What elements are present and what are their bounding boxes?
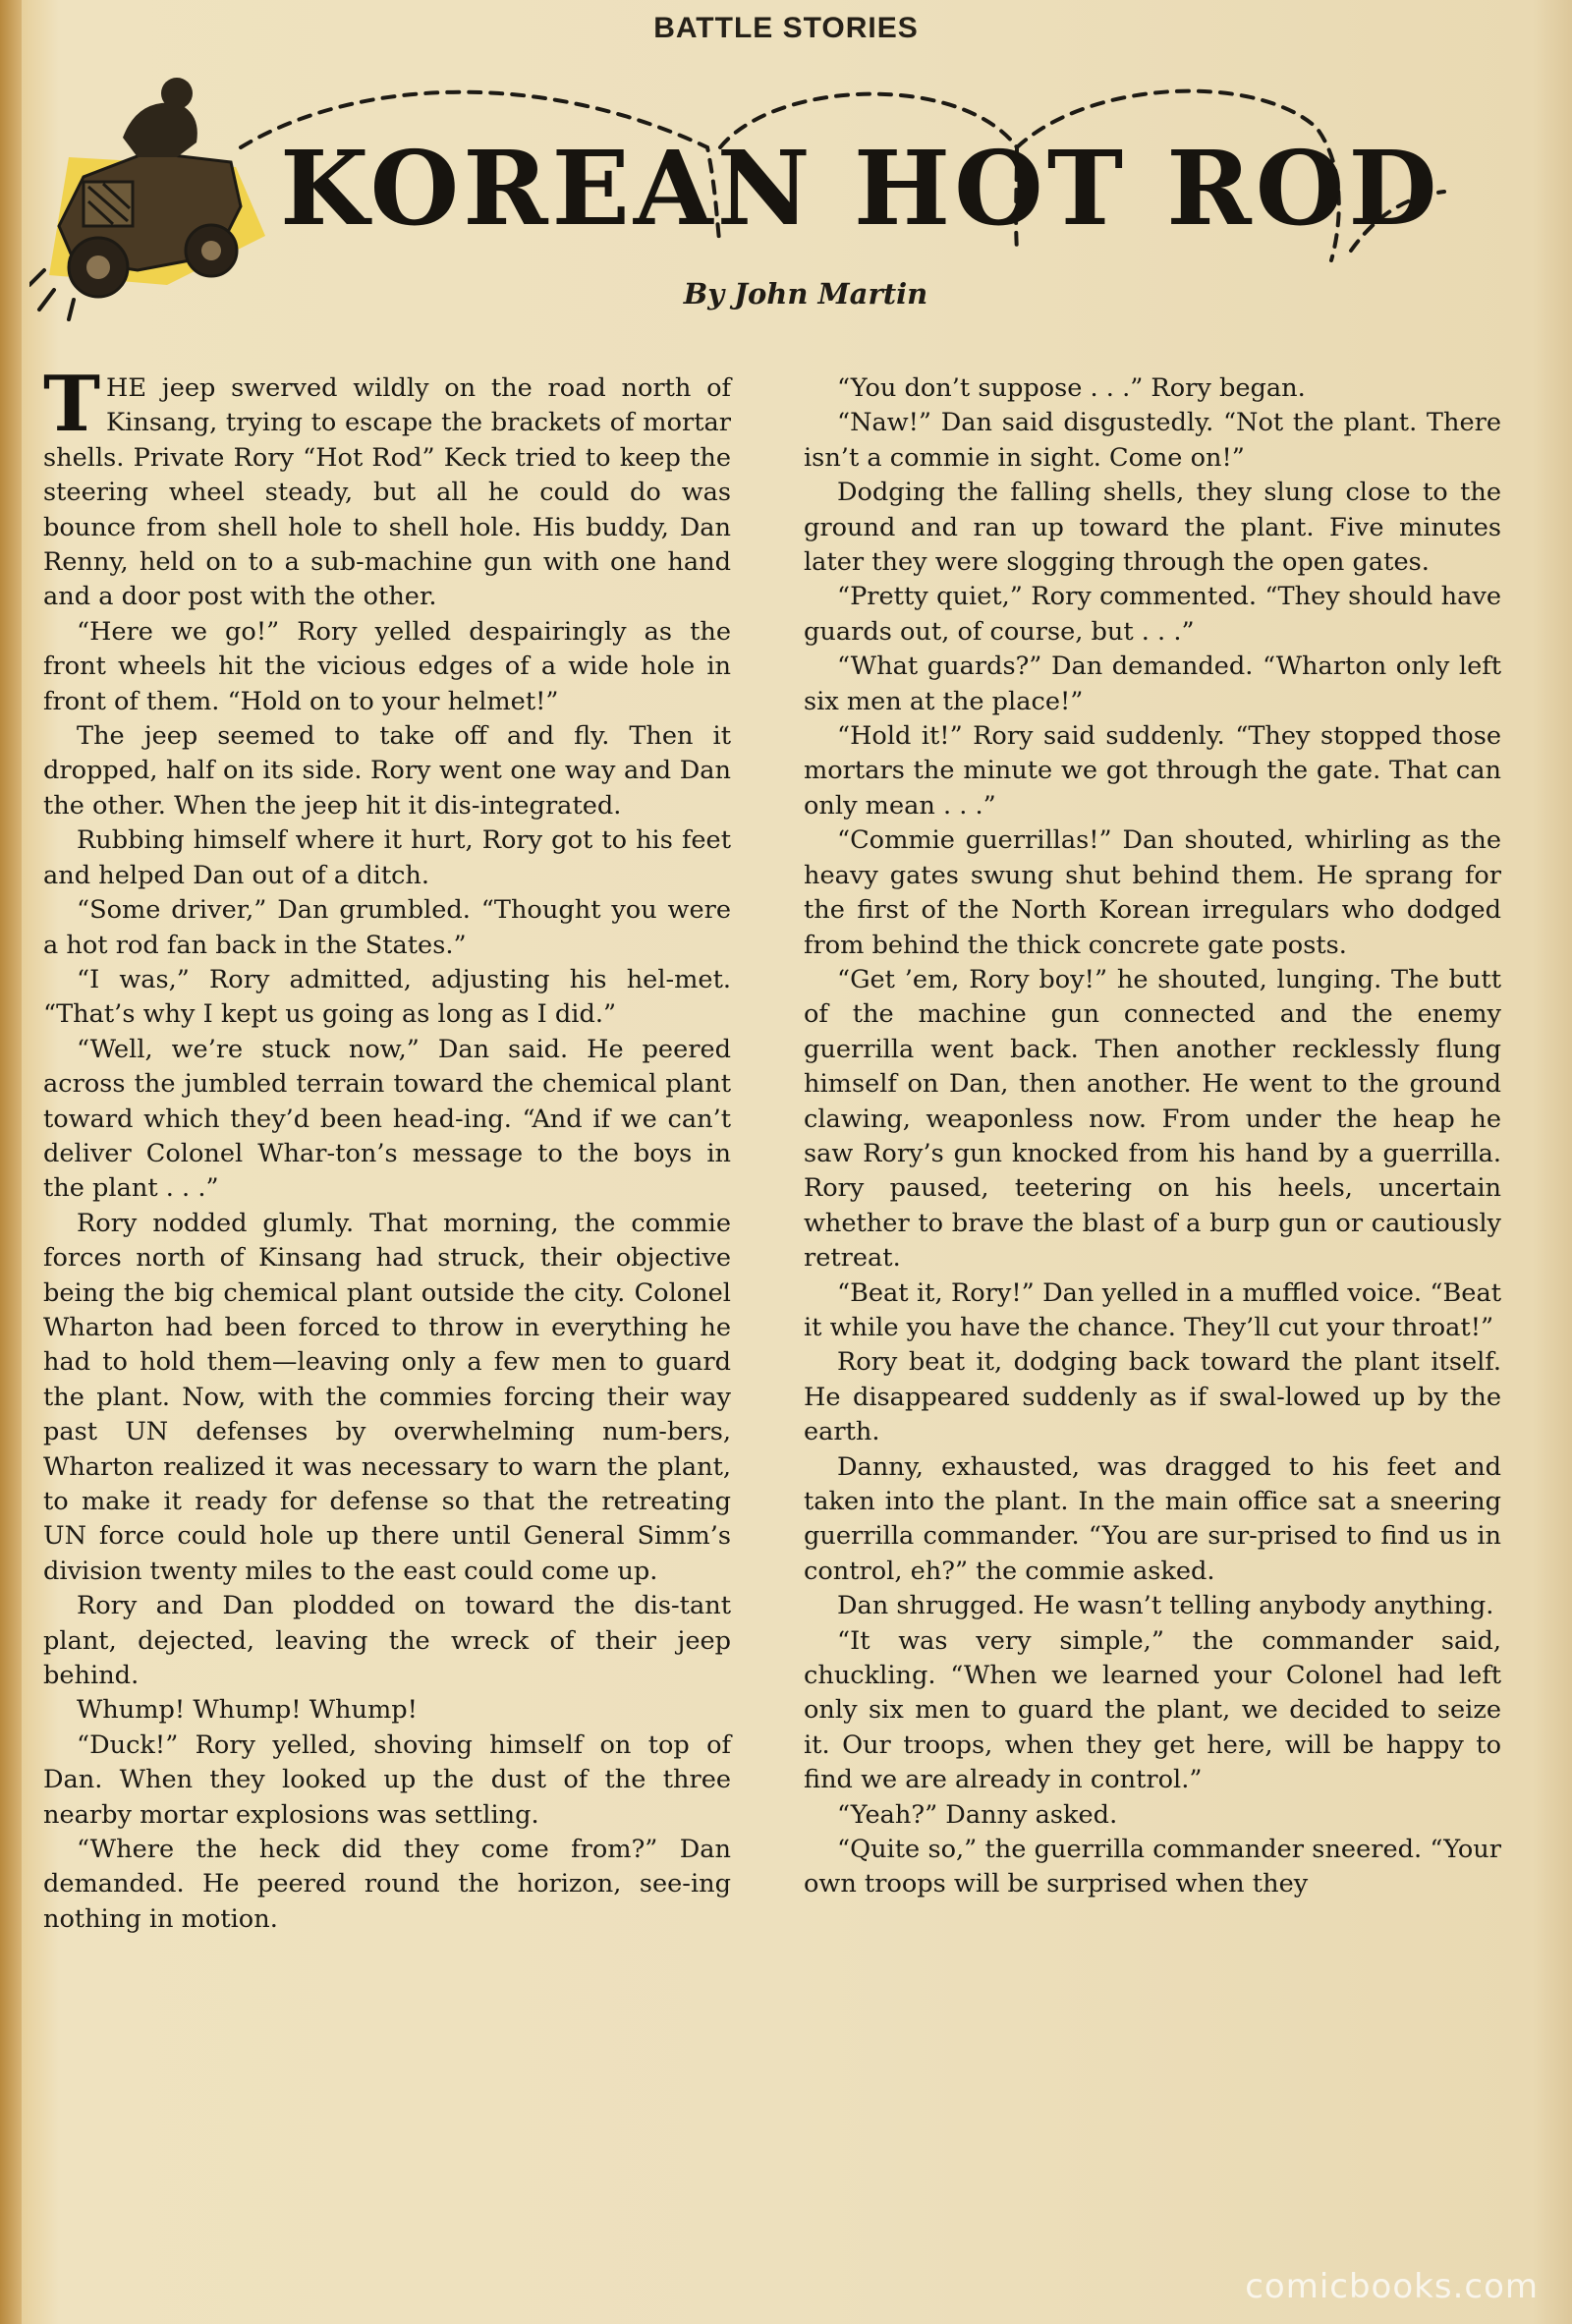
paragraph: “Get ’em, Rory boy!” he shouted, lunging. The butt of the machine gun connected and the enemy guerrilla went back. Then another recklessly flung himself on Dan, then another. He went to the ground clawing, weaponless now. From under the heap he saw Rory’s gun knocked from his hand by a guerrilla. Rory paused, teetering on his heels, uncertain whether to brave the blast of a burp gun or cautiously retreat.: [804, 964, 1501, 1274]
watermark: comicbooks.com: [1245, 2267, 1539, 2306]
paragraph: The jeep seemed to take off and fly. Then it dropped, half on its side. Rory went one way and Dan the other. When the jeep hit it dis-integrated.: [43, 721, 731, 821]
left-column: [43, 360, 731, 1937]
page-spine: [0, 0, 22, 2324]
magazine-header: BATTLE STORIES: [653, 12, 919, 44]
paragraph: “Duck!” Rory yelled, shoving himself on top of Dan. When they looked up the dust of the three nearby mortar explosions was settling.: [43, 1729, 731, 1830]
paragraph: “What guards?” Dan demanded. “Wharton only left six men at the place!”: [804, 652, 1501, 716]
paragraph: “Commie guerrillas!” Dan shouted, whirling as the heavy gates swung shut behind them. He sprang for the first of the North Korean irregulars who dodged from behind the thick concrete gate posts.: [804, 825, 1501, 960]
paragraph: Dan shrugged. He wasn’t telling anybody anything.: [837, 1591, 1494, 1621]
paragraph: “Yeah?” Danny asked.: [837, 1799, 1118, 1830]
paragraph: “You don’t suppose . . .” Rory began.: [837, 373, 1306, 403]
paragraph: “Here we go!” Rory yelled despairingly as the front wheels hit the vicious edges of a wide hole in front of them. “Hold on to your helmet!”: [43, 616, 731, 716]
paragraph: “Beat it, Rory!” Dan yelled in a muffled voice. “Beat it while you have the chance. They’ll cut your throat!”: [804, 1277, 1501, 1342]
story-byline: By John Martin: [683, 277, 928, 311]
paragraph: Rory and Dan plodded on toward the dis-tant plant, dejected, leaving the wreck of their jeep behind.: [43, 1591, 731, 1691]
story-title: KOREAN HOT ROD: [280, 128, 1441, 249]
paragraph: Whump! Whump! Whump!: [77, 1695, 418, 1726]
paragraph: Rubbing himself where it hurt, Rory got to his feet and helped Dan out of a ditch.: [43, 825, 731, 890]
paragraph: Dodging the falling shells, they slung close to the ground and ran up toward the plant. Five minutes later they were slogging through the open gates.: [804, 478, 1501, 578]
paragraph: “I was,” Rory admitted, adjusting his hel-met. “That’s why I kept us going as long as I did.”: [43, 964, 731, 1030]
paragraph: “Quite so,” the guerrilla commander sneered. “Your own troops will be surprised when they: [804, 1835, 1501, 1899]
paragraph: “Some driver,” Dan grumbled. “Thought you were a hot rod fan back in the States.”: [43, 895, 731, 960]
paragraph: Danny, exhausted, was dragged to his feet and taken into the plant. In the main office sat a sneering guerrilla commander. “You are sur-prised to find us in control, eh?” the commie asked.: [804, 1451, 1501, 1586]
paragraph: “Naw!” Dan said disgustedly. “Not the plant. There isn’t a commie in sight. Come on!”: [804, 408, 1501, 473]
paragraph: “Well, we’re stuck now,” Dan said. He peered across the jumbled terrain toward the chemical plant toward which they’d been head-ing. “And if we can’t deliver Colonel Whar-ton’s message to the boys in the plant . . .”: [43, 1034, 731, 1204]
paragraph: “Where the heck did they come from?” Dan demanded. He peered round the horizon, see-ing nothing in motion.: [43, 1835, 731, 1934]
opening-paragraph: [43, 360, 731, 615]
right-column: [804, 371, 1501, 1902]
paragraph: “Pretty quiet,” Rory commented. “They should have guards out, of course, but . . .”: [804, 582, 1501, 647]
paragraph: Rory beat it, dodging back toward the plant itself. He disappeared suddenly as if swal-lowed up by the earth.: [804, 1347, 1501, 1447]
paragraph: “Hold it!” Rory said suddenly. “They stopped those mortars the minute we got through the gate. That can only mean . . .”: [804, 721, 1501, 821]
opening-paragraph-text: HE jeep swerved wildly on the road north of Kinsang, trying to escape the brackets of mortar shells. Private Rory “Hot Rod” Keck tried to keep the steering wheel steady, but all he could do was bounce from shell hole to shell hole. His buddy, Dan Renny, held on to a sub-machine gun with one hand and a door post with the other.: [43, 373, 731, 612]
drop-cap: T: [43, 360, 101, 449]
paragraph: Rory nodded glumly. That morning, the commie forces north of Kinsang had struck, their objective being the big chemical plant outside the city. Colonel Wharton had been forced to throw in everything he had to hold them—leaving only a few men to guard the plant. Now, with the commies forcing their way past UN defenses by overwhelming num-bers, Wharton realized it was necessary to warn the plant, to make it ready for defense so that the retreating UN force could hole up there until General Simm’s division twenty miles to the east could come up.: [43, 1208, 731, 1586]
paragraph: “It was very simple,” the commander said, chuckling. “When we learned your Colonel had left only six men to guard the plant, we decided to seize it. Our troops, when they get here, will be happy to find we are already in control.”: [804, 1625, 1501, 1795]
